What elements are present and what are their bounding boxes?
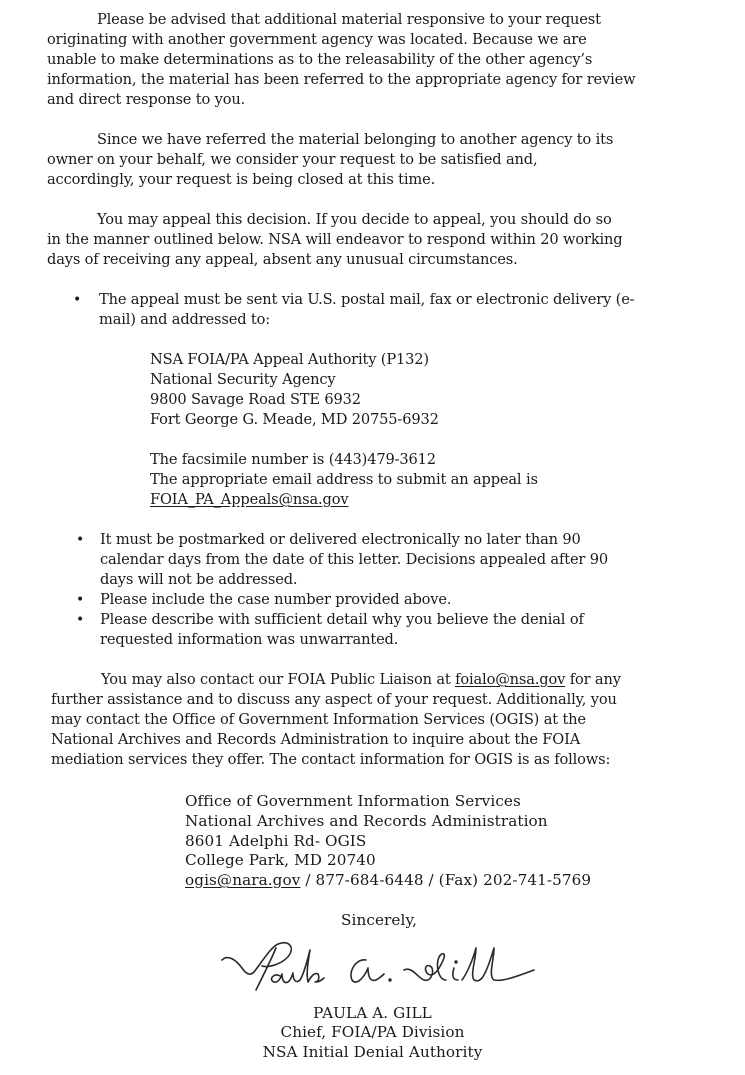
bullet-icon: • <box>76 612 85 628</box>
text-line: You may appeal this decision. If you decide to appeal, you should do so <box>97 211 612 228</box>
address-line: Office of Government Information Services <box>185 792 521 810</box>
closing-sincerely: Sincerely, <box>341 911 418 929</box>
text-line: Since we have referred the material belonging to another agency to its <box>97 131 614 148</box>
bullet-icon: • <box>76 592 85 608</box>
text-line: Please include the case number provided above. <box>100 591 452 608</box>
address-line: National Archives and Records Administration <box>185 812 548 830</box>
text-line: The appeal must be sent via U.S. postal mail, fax or electronic delivery (e- <box>99 291 635 308</box>
text-line: unable to make determinations as to the releasability of the other agency’s <box>47 51 593 68</box>
address-line: NSA FOIA/PA Appeal Authority (P132) <box>150 351 429 368</box>
email-intro: The appropriate email address to submit an appeal is <box>150 471 538 488</box>
text-line: days will not be addressed. <box>100 571 298 588</box>
text-line: in the manner outlined below. NSA will endeavor to respond within 20 working <box>47 231 623 248</box>
text-segment: for any <box>565 671 621 688</box>
text-line: originating with another government agency was located. Because we are <box>47 31 587 48</box>
text-line: mediation services they offer. The contact information for OGIS is as follows: <box>51 751 611 768</box>
text-line: accordingly, your request is being closed at this time. <box>47 171 436 188</box>
text-line: may contact the Office of Government Information Services (OGIS) at the <box>51 711 586 728</box>
text-line: Please be advised that additional material responsive to your request <box>97 11 601 28</box>
ogis-contact-line <box>185 870 591 890</box>
text-line: It must be postmarked or delivered electronically no later than 90 <box>100 531 581 548</box>
address-line: Fort George G. Meade, MD 20755-6932 <box>150 411 439 428</box>
address-line: National Security Agency <box>150 371 336 388</box>
address-line: College Park, MD 20740 <box>185 851 376 869</box>
signer-title: Chief, FOIA/PA Division <box>280 1023 465 1041</box>
text-line: mail) and addressed to: <box>99 311 270 328</box>
signer-name: PAULA A. GILL <box>313 1004 432 1022</box>
address-line: 9800 Savage Road STE 6932 <box>150 391 361 408</box>
text-line: information, the material has been referred to the appropriate agency for review <box>47 71 636 88</box>
text-line <box>101 670 621 690</box>
text-segment: You may also contact our FOIA Public Liaison at <box>101 671 456 688</box>
address-line: 8601 Adelphi Rd- OGIS <box>185 832 367 850</box>
liaison-email-link[interactable]: foialo@nsa.gov <box>455 671 566 688</box>
ogis-email-link[interactable]: ogis@nara.gov <box>185 871 301 889</box>
text-line: further assistance and to discuss any aspect of your request. Additionally, you <box>51 691 617 708</box>
appeal-email-link[interactable]: FOIA_PA_Appeals@nsa.gov <box>150 491 349 508</box>
text-line: requested information was unwarranted. <box>100 631 399 648</box>
text-line: National Archives and Records Administration to inquire about the FOIA <box>51 731 581 748</box>
bullet-icon: • <box>73 292 82 308</box>
bullet-icon: • <box>76 532 85 548</box>
text-line: Please describe with sufficient detail why you believe the denial of <box>100 611 584 628</box>
ogis-phones: / 877-684-6448 / (Fax) 202-741-5769 <box>300 871 592 889</box>
signer-authority: NSA Initial Denial Authority <box>262 1043 483 1061</box>
text-line: and direct response to you. <box>47 91 246 108</box>
text-line: owner on your behalf, we consider your request to be satisfied and, <box>47 151 538 168</box>
signature <box>218 938 543 998</box>
text-line: calendar days from the date of this letter. Decisions appealed after 90 <box>100 551 609 568</box>
text-line: days of receiving any appeal, absent any unusual circumstances. <box>47 251 518 268</box>
fax-number: The facsimile number is (443)479-3612 <box>150 451 436 468</box>
